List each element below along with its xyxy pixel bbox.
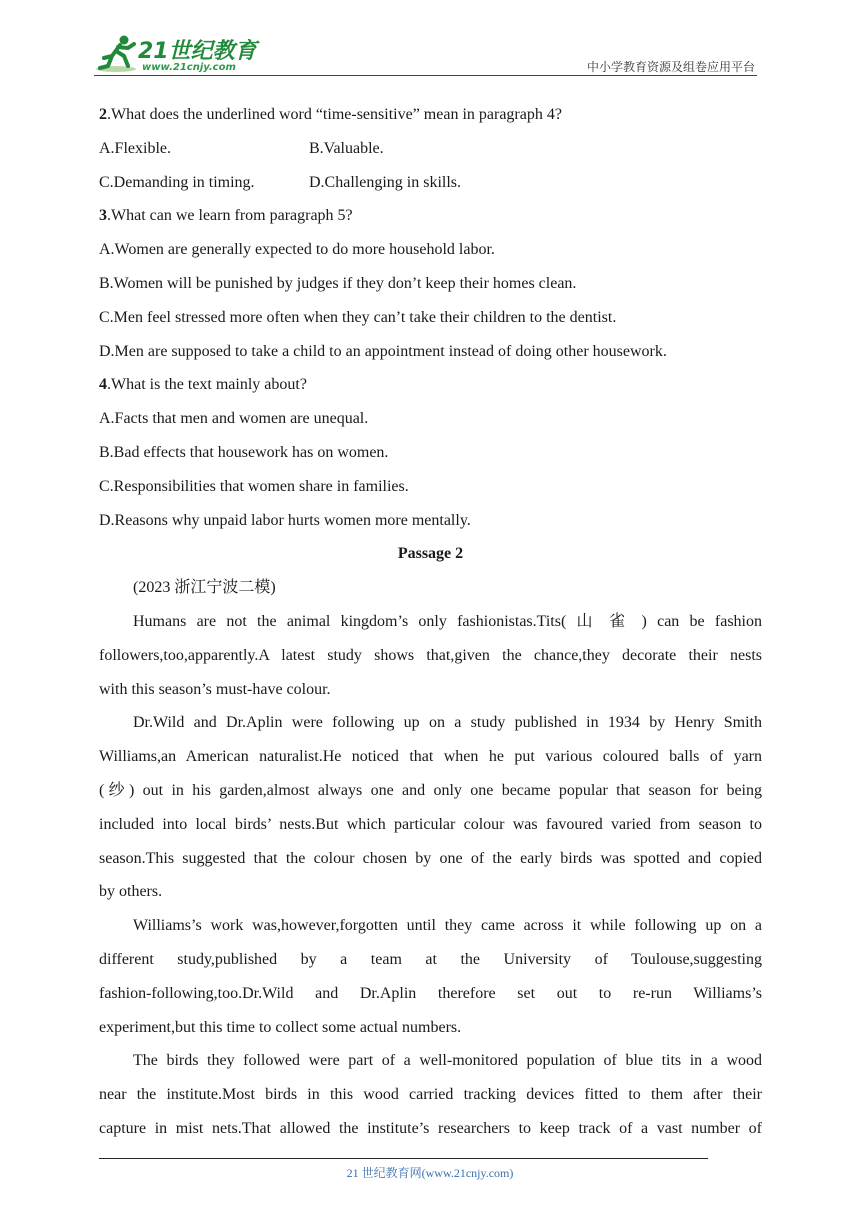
question-stem xyxy=(99,98,762,132)
passage-title: Passage 2 xyxy=(397,545,464,563)
footer-link[interactable]: 21 世纪教育网(www.21cnjy.com) xyxy=(346,1166,514,1180)
runner-logo-icon xyxy=(94,34,138,74)
paragraph-line: fashion-following,too.Dr.Wild and Dr.Aplin therefore set out to re-run Williams’s xyxy=(99,984,762,1002)
paragraph-line: (纱) out in his garden,almost always one and only one became popular that season for being xyxy=(99,781,763,799)
question-number: 2 xyxy=(99,106,107,123)
question-text: .What does the underlined word “time-sensitive” mean in paragraph 4? xyxy=(107,106,562,123)
question-number: 3 xyxy=(99,207,107,225)
question-text: .What can we learn from paragraph 5? xyxy=(107,207,353,225)
paragraph xyxy=(99,909,762,1044)
option-c: C.Responsibilities that women share in families. xyxy=(99,477,409,495)
paragraph xyxy=(99,605,762,706)
options-row xyxy=(99,132,762,166)
paragraph-line: included into local birds’ nests.But which particular colour was favoured varied from season to xyxy=(99,815,762,833)
option-d: D.Reasons why unpaid labor hurts women more mentally. xyxy=(99,511,471,529)
paragraph-line: capture in mist nets.That allowed the institute’s researchers to keep track of a vast number of xyxy=(99,1119,762,1137)
option-a: A.Flexible. xyxy=(99,139,171,157)
paragraph-line: The birds they followed were part of a well-monitored population of blue tits in a wood xyxy=(133,1052,762,1070)
option-a: A.Women are generally expected to do more household labor. xyxy=(99,241,495,259)
option-d: D.Challenging in skills. xyxy=(309,173,461,191)
paragraph-line: different study,published by a team at the University of Toulouse,suggesting xyxy=(99,950,762,968)
passage-source: (2023 浙江宁波二模) xyxy=(133,579,276,597)
option-b: B.Bad effects that housework has on women. xyxy=(99,443,389,461)
logo-brand-text: 21世纪教育 xyxy=(138,39,257,64)
options-row xyxy=(99,166,762,200)
document-body xyxy=(99,98,762,1146)
logo-url-text: www.21cnjy.com xyxy=(142,62,236,73)
option-c: C.Demanding in timing. xyxy=(99,173,255,191)
paragraph-line: by others. xyxy=(99,883,163,901)
site-logo[interactable] xyxy=(94,34,264,78)
paragraph-line: with this season’s must-have colour. xyxy=(99,680,331,698)
paragraph-line: Dr.Wild and Dr.Aplin were following up on a study published in 1934 by Henry Smith xyxy=(133,714,762,732)
page-header xyxy=(94,30,757,80)
paragraph-line: near the institute.Most birds in this wood carried tracking devices fitted to them after their xyxy=(99,1086,762,1104)
paragraph-line: Williams’s work was,however,forgotten until they came across it while following up on a xyxy=(133,917,762,935)
paragraph-line: Williams,an American naturalist.He noticed that when he put various coloured balls of yarn xyxy=(99,748,762,766)
paragraph-line: season.This suggested that the colour chosen by one of the early birds was spotted and copied xyxy=(99,849,762,867)
question-number: 4 xyxy=(99,376,107,394)
option-a: A.Facts that men and women are unequal. xyxy=(99,410,369,428)
question-stem xyxy=(99,199,762,233)
site-name: 中小学教育资源及组卷应用平台 xyxy=(586,60,755,74)
option-c: C.Men feel stressed more often when they can’t take their children to the dentist. xyxy=(99,308,617,326)
option-d: D.Men are supposed to take a child to an appointment instead of doing other housework. xyxy=(99,342,667,360)
paragraph-line: experiment,but this time to collect some actual numbers. xyxy=(99,1018,462,1036)
question-stem xyxy=(99,368,762,402)
paragraph xyxy=(99,706,762,909)
footer-divider xyxy=(99,1158,708,1159)
header-divider xyxy=(94,75,757,76)
paragraph xyxy=(99,1044,762,1145)
question-text: .What is the text mainly about? xyxy=(107,376,307,394)
option-b: B.Valuable. xyxy=(309,139,384,157)
paragraph-line: followers,too,apparently.A latest study shows that,given the chance,they decorate their nests xyxy=(99,646,762,664)
option-b: B.Women will be punished by judges if they don’t keep their homes clean. xyxy=(99,274,577,292)
paragraph-line: Humans are not the animal kingdom’s only fashionistas.Tits( 山 雀 ) can be fashion xyxy=(133,612,762,630)
